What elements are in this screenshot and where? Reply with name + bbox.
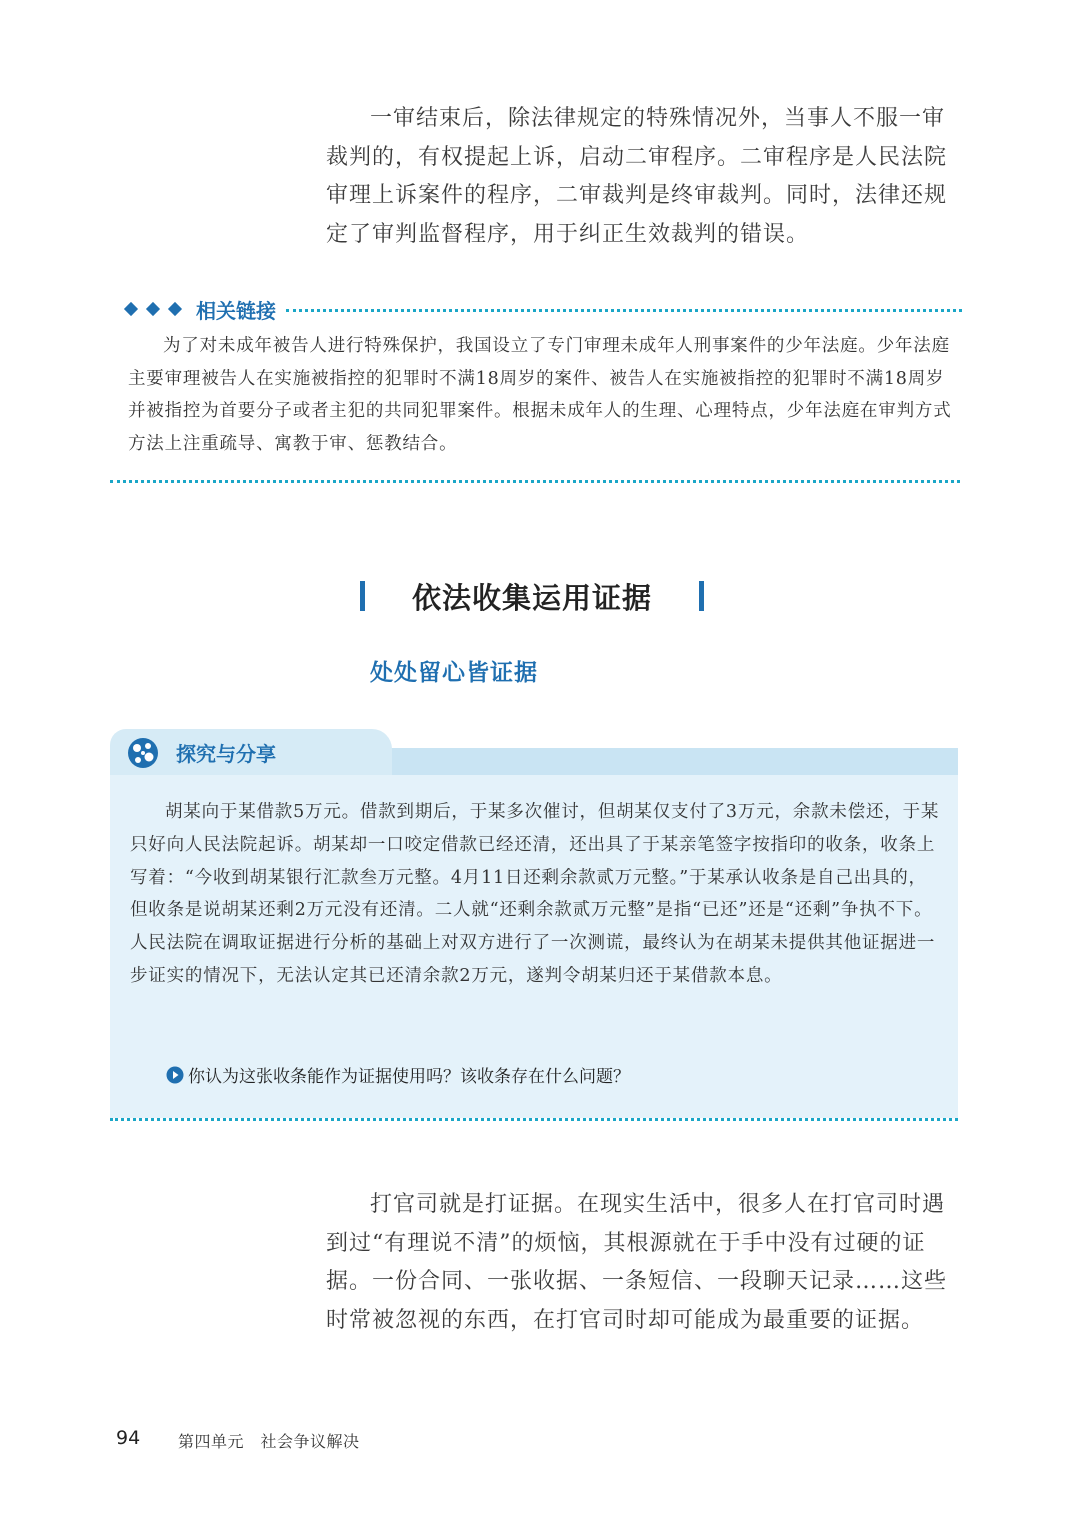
explore-question	[166, 1062, 630, 1087]
explore-question-text: 你认为这张收条能作为证据使用吗？该收条存在什么问题？	[188, 1067, 630, 1087]
heading-bar-left	[360, 581, 365, 611]
explore-title: 探究与分享	[176, 742, 276, 766]
diamond-bullet-icon	[168, 302, 182, 316]
dotted-divider	[110, 1118, 958, 1121]
dotted-divider	[286, 309, 962, 312]
page-number: 94	[116, 1427, 141, 1449]
related-link-text: 为了对未成年被告人进行特殊保护，我国设立了专门审理未成年人刑事案件的少年法庭。少年法庭主要审理被告人在实施被指控的犯罪时不满18周岁的案件、被告人在实施被指控的犯罪时不满18周岁并被指控为首要分子或者主犯的共同犯罪案件。根据未成年人的生理、心理特点，少年法庭在审判方式方法上注重疏导、寓教于审、惩教结合。	[128, 336, 952, 454]
related-link-title: 相关链接	[196, 298, 276, 323]
heading-bar-right	[699, 581, 704, 611]
section-subtitle: 处处留心皆证据	[370, 660, 538, 686]
footer-unit-title: 第四单元 社会争议解决	[178, 1432, 360, 1451]
explore-case-text: 胡某向于某借款5万元。借款到期后，于某多次催讨，但胡某仅支付了3万元，余款未偿还，于某只好向人民法院起诉。胡某却一口咬定借款已经还清，还出具了于某亲笔签字按指印的收条，收条上写着：“今收到胡某银行汇款叁万元整。4月11日还剩余款贰万元整。”于某承认收条是自己出具的，但收条是说胡某还剩2万元没有还清。二人就“还剩余款贰万元整”是指“已还”还是“还剩”争执不下。人民法院在调取证据进行分析的基础上对双方进行了一次测谎，最终认为在胡某未提供其他证据进一步证实的情况下，无法认定其已还清余款2万元，遂判令胡某归还于某借款本息。	[130, 802, 940, 986]
section-heading	[360, 572, 704, 620]
body-paragraph-appeal: 一审结束后，除法律规定的特殊情况外，当事人不服一审裁判的，有权提起上诉，启动二审程序。二审程序是人民法院审理上诉案件的程序，二审裁判是终审裁判。同时，法律还规定了审判监督程序，用于纠正生效裁判的错误。	[326, 106, 948, 247]
explore-globe-icon	[126, 736, 160, 770]
diamond-bullet-icon	[146, 302, 160, 316]
body-paragraph-evidence: 打官司就是打证据。在现实生活中，很多人在打官司时遇到过“有理说不清”的烦恼，其根源就在于手中没有过硬的证据。一份合同、一张收据、一条短信、一段聊天记录……这些时常被忽视的东西，在打官司时却可能成为最重要的证据。	[326, 1192, 948, 1333]
diamond-bullet-icon	[124, 302, 138, 316]
play-arrow-icon	[166, 1066, 184, 1084]
dotted-divider	[110, 480, 960, 483]
section-title: 依法收集运用证据	[411, 580, 652, 615]
related-link-header	[120, 292, 962, 326]
